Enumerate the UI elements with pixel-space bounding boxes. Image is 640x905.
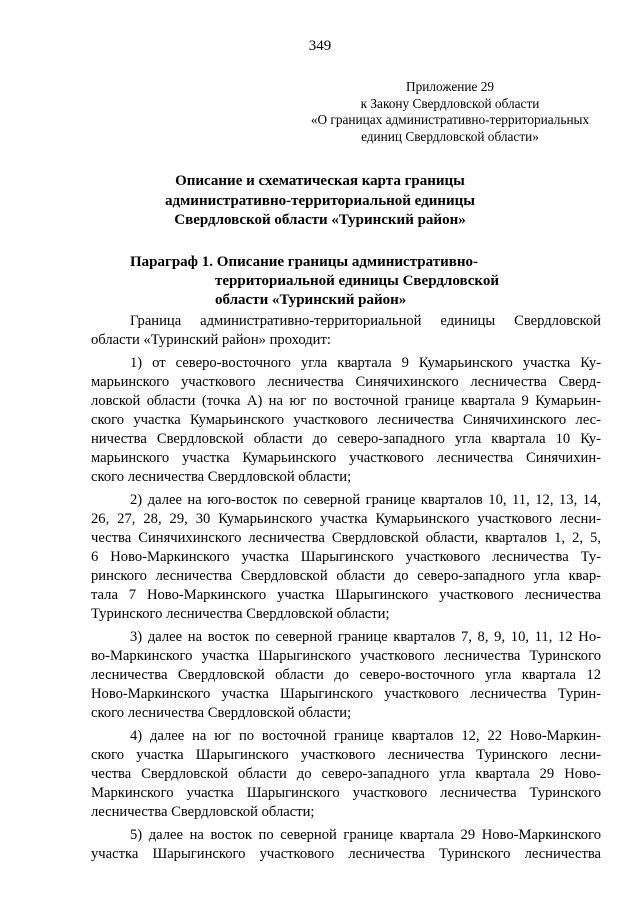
text-line: марьинского участкового лесничества Синячихинского лесничества Сверд-	[91, 374, 601, 390]
text-line: во-Маркинского участка Шарыгинского участкового лесничества Туринского	[91, 648, 601, 664]
heading-line: области «Туринский район»	[215, 292, 407, 308]
title-line: Описание и схематическая карта границы	[175, 173, 465, 189]
text-line: 6 Ново-Маркинского участка Шарыгинского участкового лесничества Ту-	[91, 549, 601, 565]
paragraph-item-1	[91, 354, 601, 487]
paragraph-intro	[91, 312, 601, 350]
paragraph-item-4	[91, 727, 601, 822]
text-line: ского лесничества Свердловской области;	[91, 469, 352, 485]
text-line: тала 7 Ново-Маркинского участка Шарыгинского участкового лесничества	[91, 587, 601, 603]
text-line: чества Свердловской области до северо-западного угла квартала 29 Ново-	[91, 766, 601, 782]
heading-line: Параграф 1. Описание границы административно-	[130, 254, 478, 270]
appendix-note	[300, 79, 600, 145]
text-line: ского участка Шарыгинского участкового лесничества Туринского лесни-	[91, 747, 601, 763]
text-line: 5) далее на восток по северной границе квартала 29 Ново-Маркинского	[130, 827, 601, 843]
text-line: ского лесничества Свердловской области;	[91, 705, 352, 721]
text-line: ринского лесничества Свердловской области до северо-западного угла квар-	[91, 568, 601, 584]
text-line: Ново-Маркинского участка Шарыгинского участкового лесничества Турин-	[91, 686, 601, 702]
text-line: 3) далее на восток по северной границе кварталов 7, 8, 9, 10, 11, 12 Но-	[130, 629, 601, 645]
text-line: 1) от северо-восточного угла квартала 9 Кумарьинского участка Ку-	[130, 355, 601, 371]
text-line: Маркинского участка Шарыгинского участкового лесничества Туринского	[91, 785, 601, 801]
page-number: 349	[308, 38, 332, 54]
body-text	[91, 312, 601, 868]
text-line: 2) далее на юго-восток по северной границе кварталов 10, 11, 12, 13, 14,	[130, 492, 601, 508]
title-line: административно-территориальной единицы	[165, 192, 475, 209]
appendix-line: к Закону Свердловской области	[360, 95, 540, 111]
paragraph-item-5	[91, 826, 601, 864]
text-line: ловской области (точка А) на юг по восточной границе квартала 9 Кумарьин-	[91, 393, 601, 409]
text-line: марьинского участка Кумарьинского участкового лесничества Синячихин-	[91, 450, 601, 466]
text-line: чества Синячихинского лесничества Свердловской области, кварталов 1, 2, 5,	[91, 530, 601, 546]
paragraph-item-3	[91, 628, 601, 723]
text-line: Туринского лесничества Свердловской области;	[91, 606, 390, 622]
text-line: ничества Свердловской области до северо-западного угла квартала 10 Ку-	[91, 431, 601, 447]
paragraph-heading	[130, 253, 550, 310]
text-line: лесничества Свердловской области;	[91, 804, 315, 820]
text-line: 4) далее на юг по восточной границе кварталов 12, 22 Ново-Маркин-	[130, 728, 601, 744]
paragraph-item-2	[91, 491, 601, 624]
text-line: Граница административно-территориальной единицы Свердловской	[130, 313, 601, 329]
heading-line: территориальной единицы Свердловской	[215, 273, 499, 289]
text-line: 26, 27, 28, 29, 30 Кумарьинского участка Кумарьинского участкового лесни-	[91, 511, 601, 527]
text-line: лесничества Свердловской области до северо-восточного угла квартала 12	[91, 667, 601, 683]
appendix-line: Приложение 29	[406, 79, 494, 94]
appendix-line: единиц Свердловской области»	[361, 128, 539, 144]
appendix-line: «О границах административно-территориальных	[310, 112, 590, 127]
text-line: участка Шарыгинского участкового лесничества Туринского лесничества	[91, 846, 601, 862]
document-title	[90, 172, 550, 231]
title-line: Свердловской области «Туринский район»	[174, 212, 466, 228]
text-line: ского участка Кумарьинского участкового лесничества Синячихинского лес-	[91, 412, 601, 428]
text-line: области «Туринский район» проходит:	[91, 332, 331, 348]
